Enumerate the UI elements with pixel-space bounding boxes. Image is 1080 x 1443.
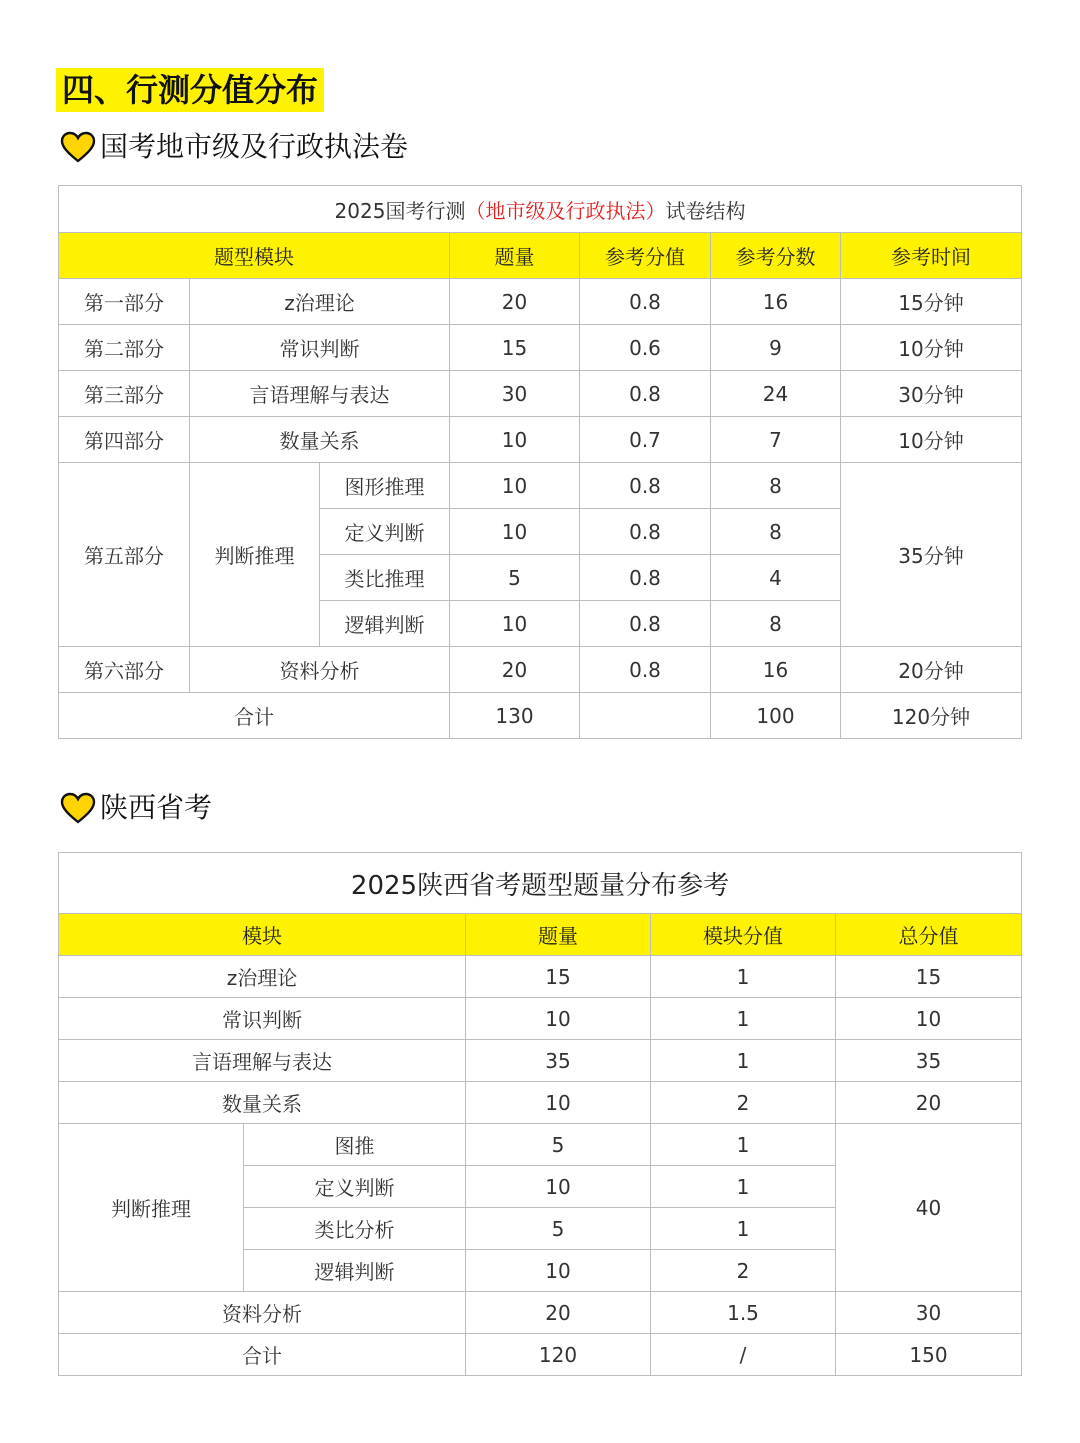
- header-value: 参考分值: [580, 233, 711, 279]
- table-row: 第六部分 资料分析 20 0.8 16 20分钟: [59, 647, 1022, 693]
- table-row: 类比推理 5 0.8 4: [59, 555, 1022, 601]
- table-row: 资料分析 20 1.5 30: [59, 1292, 1022, 1334]
- table-row: 第一部分 z治理论 20 0.8 16 15分钟: [59, 279, 1022, 325]
- table-row: 逻辑判断 10 0.8 8: [59, 601, 1022, 647]
- subtitle-national: [60, 127, 408, 167]
- header-module: 题型模块: [59, 233, 450, 279]
- table-row: 判断推理 图推 5 1 40: [59, 1124, 1022, 1166]
- table-row: 第四部分 数量关系 10 0.7 7 10分钟: [59, 417, 1022, 463]
- table-row: z治理论 15 1 15: [59, 956, 1022, 998]
- total-row: 合计 120 / 150: [59, 1334, 1022, 1376]
- header-count: 题量: [466, 914, 651, 956]
- section-heading: 四、行测分值分布: [56, 68, 324, 112]
- shaanxi-exam-table: [58, 852, 1022, 1376]
- table-row: 常识判断 10 1 10: [59, 998, 1022, 1040]
- shaanxi-header-row: [59, 914, 1022, 956]
- heart-icon: [60, 131, 96, 163]
- subtitle-shaanxi-text: 陕西省考: [100, 791, 213, 824]
- subtitle-shaanxi: [60, 788, 212, 828]
- heart-icon: [60, 792, 96, 824]
- total-row: 合计 130 100 120分钟: [59, 693, 1022, 739]
- national-table-title: 2025国考行测（地市级及行政执法）试卷结构: [59, 186, 1022, 233]
- header-time: 参考时间: [841, 233, 1022, 279]
- table-row: 第五部分 判断推理 图形推理 10 0.8 8 35分钟: [59, 463, 1022, 509]
- header-total-value: 总分值: [836, 914, 1022, 956]
- header-module-value: 模块分值: [651, 914, 836, 956]
- national-header-row: [59, 233, 1022, 279]
- table-row: 言语理解与表达 35 1 35: [59, 1040, 1022, 1082]
- table-row: 类比分析 5 1: [59, 1208, 1022, 1250]
- table-row: 数量关系 10 2 20: [59, 1082, 1022, 1124]
- header-module: 模块: [59, 914, 466, 956]
- table-row: 第三部分 言语理解与表达 30 0.8 24 30分钟: [59, 371, 1022, 417]
- table-row: 第二部分 常识判断 15 0.6 9 10分钟: [59, 325, 1022, 371]
- table-row: 定义判断 10 0.8 8: [59, 509, 1022, 555]
- table-row: 逻辑判断 10 2: [59, 1250, 1022, 1292]
- header-count: 题量: [450, 233, 580, 279]
- national-exam-table: [58, 185, 1022, 739]
- shaanxi-table-title: 2025陕西省考题型题量分布参考: [59, 853, 1022, 914]
- subtitle-national-text: 国考地市级及行政执法卷: [100, 130, 409, 163]
- header-score: 参考分数: [711, 233, 841, 279]
- table-row: 定义判断 10 1: [59, 1166, 1022, 1208]
